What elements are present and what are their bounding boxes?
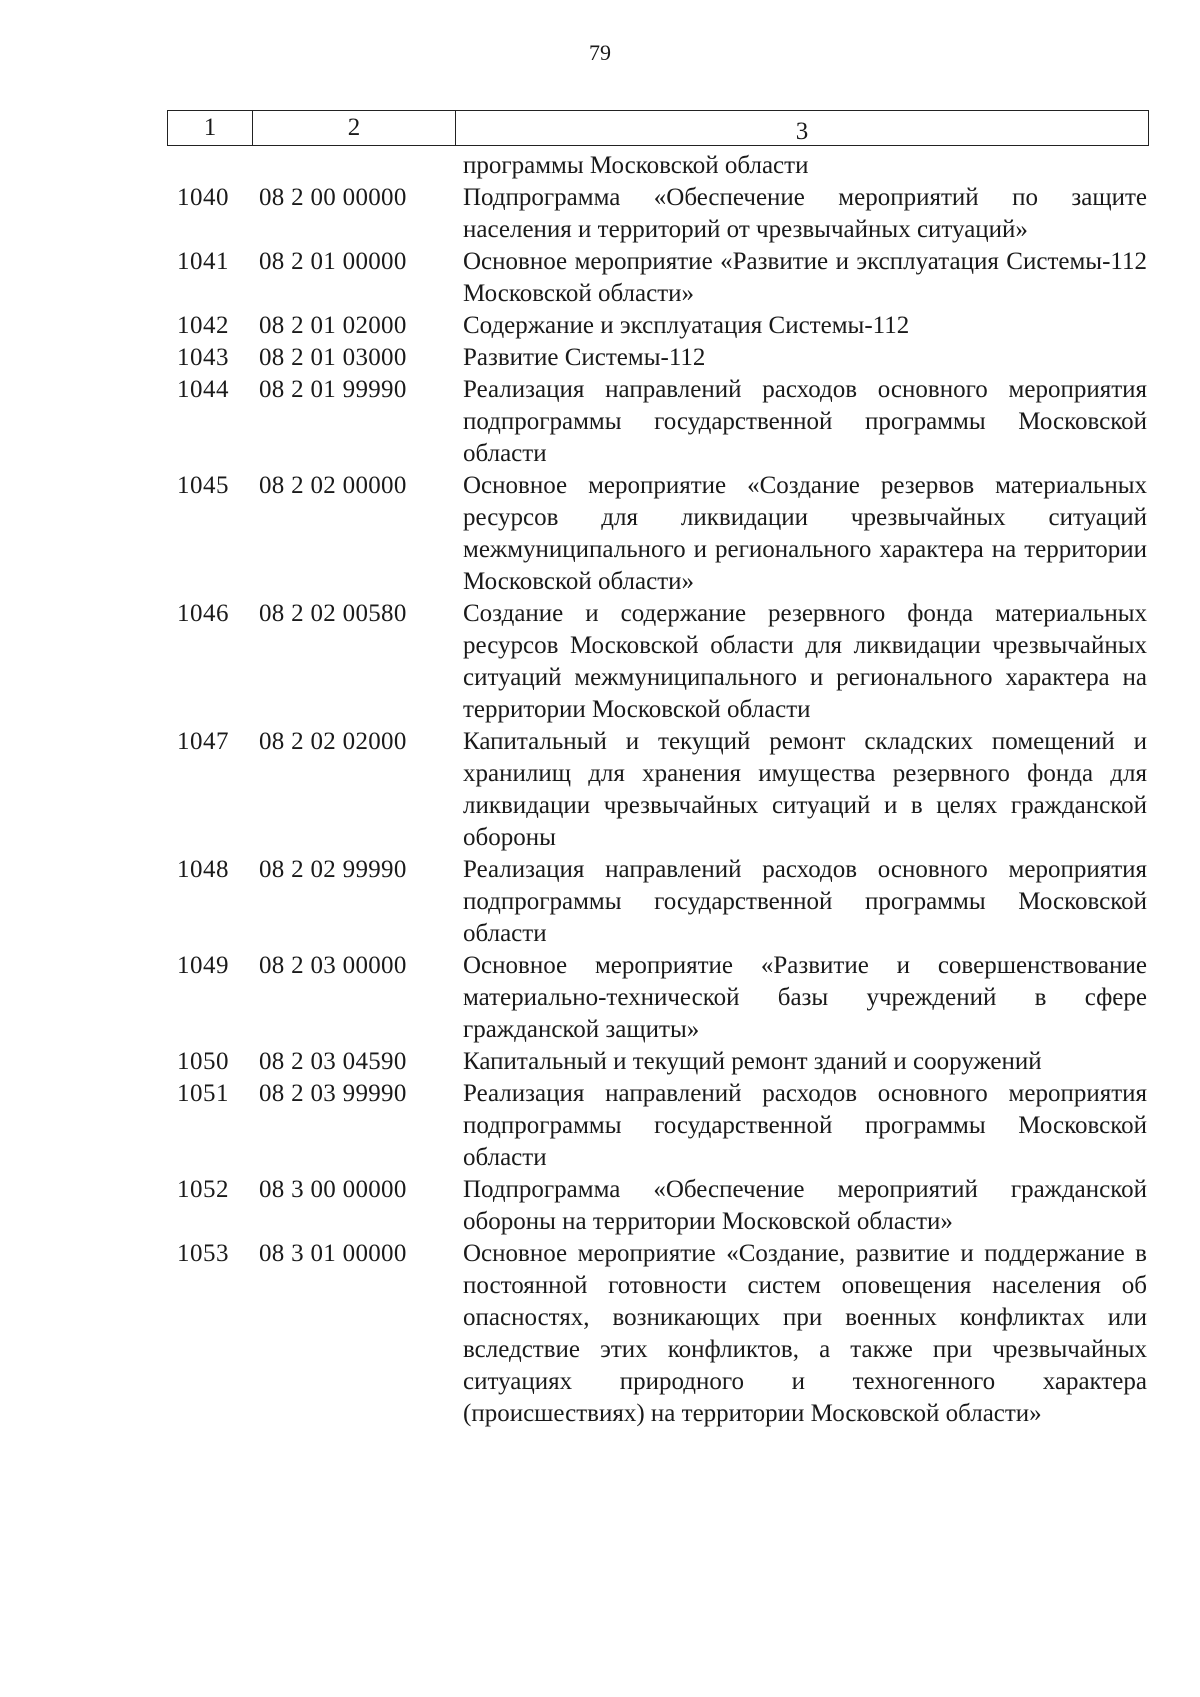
continuation-row: [167, 150, 1147, 182]
row-number: 1042: [177, 312, 229, 339]
row-number: 1045: [177, 472, 229, 499]
row-code: 08 3 00 00000: [259, 1176, 407, 1203]
table-row: [167, 726, 1147, 854]
row-number: 1053: [177, 1240, 229, 1267]
table-row: [167, 1174, 1147, 1238]
row-code: 08 2 02 00580: [259, 600, 407, 627]
header-col-3: 3: [795, 118, 809, 145]
row-number: 1043: [177, 344, 229, 371]
row-code: 08 2 02 99990: [259, 856, 407, 883]
table-row: [167, 854, 1147, 950]
header-col-2: 2: [253, 111, 456, 145]
row-description: Основное мероприятие «Развитие и совершенствование материально-технической базы учреждений в сфере гражданской защиты»: [463, 952, 1147, 1043]
row-description: Основное мероприятие «Создание резервов материальных ресурсов для ликвидации чрезвычайных ситуаций межмуниципального и регионального характера на территории Московской области»: [463, 472, 1147, 595]
row-number: 1047: [177, 728, 229, 755]
table-row: [167, 1078, 1147, 1174]
row-number: 1041: [177, 248, 229, 275]
row-description: Создание и содержание резервного фонда материальных ресурсов Московской области для ликвидации чрезвычайных ситуаций межмуниципального и регионального характера на территории Московской области: [463, 600, 1147, 723]
row-code: 08 2 01 00000: [259, 248, 407, 275]
row-code: 08 2 03 00000: [259, 952, 407, 979]
table-row: [167, 310, 1147, 342]
row-code: 08 2 03 99990: [259, 1080, 407, 1107]
table-row: [167, 246, 1147, 310]
row-description: Реализация направлений расходов основного мероприятия подпрограммы государственной программы Московской области: [463, 856, 1147, 947]
header-col-1: 1: [168, 111, 253, 145]
row-number: 1051: [177, 1080, 229, 1107]
continuation-text: программы Московской области: [463, 152, 809, 179]
row-description: Содержание и эксплуатация Системы-112: [463, 312, 910, 339]
row-number: 1040: [177, 184, 229, 211]
table-row: [167, 342, 1147, 374]
row-description: Капитальный и текущий ремонт зданий и сооружений: [463, 1048, 1042, 1075]
row-code: 08 2 03 04590: [259, 1048, 407, 1075]
row-number: 1048: [177, 856, 229, 883]
table-header: [167, 110, 1149, 146]
row-number: 1052: [177, 1176, 229, 1203]
table-body: [167, 150, 1147, 1430]
table-row: [167, 1238, 1147, 1430]
row-code: 08 2 01 02000: [259, 312, 407, 339]
row-number: 1046: [177, 600, 229, 627]
row-description: Развитие Системы-112: [463, 344, 706, 371]
row-description: Основное мероприятие «Создание, развитие и поддержание в постоянной готовности систем оповещения населения об опасностях, возникающих при военных конфликтах или вследствие этих конфликтов, а также при чрезвычайных ситуациях природного и техногенного характера (происшествиях) на территории Московской области»: [463, 1240, 1147, 1427]
row-description: Подпрограмма «Обеспечение мероприятий гражданской обороны на территории Московской области»: [463, 1176, 1147, 1235]
row-code: 08 2 01 99990: [259, 376, 407, 403]
row-code: 08 2 01 03000: [259, 344, 407, 371]
row-code: 08 2 00 00000: [259, 184, 407, 211]
table-row: [167, 374, 1147, 470]
row-number: 1050: [177, 1048, 229, 1075]
row-code: 08 2 02 00000: [259, 472, 407, 499]
row-number: 1044: [177, 376, 229, 403]
table-row: [167, 182, 1147, 246]
row-code: 08 3 01 00000: [259, 1240, 407, 1267]
row-description: Реализация направлений расходов основного мероприятия подпрограммы государственной программы Московской области: [463, 1080, 1147, 1171]
table-row: [167, 598, 1147, 726]
row-description: Капитальный и текущий ремонт складских помещений и хранилищ для хранения имущества резервного фонда для ликвидации чрезвычайных ситуаций и в целях гражданской обороны: [463, 728, 1147, 851]
page-number: 79: [589, 40, 611, 65]
row-description: Реализация направлений расходов основного мероприятия подпрограммы государственной программы Московской области: [463, 376, 1147, 467]
row-description: Подпрограмма «Обеспечение мероприятий по защите населения и территорий от чрезвычайных ситуаций»: [463, 184, 1147, 243]
row-number: 1049: [177, 952, 229, 979]
table-row: [167, 950, 1147, 1046]
row-description: Основное мероприятие «Развитие и эксплуатация Системы-112 Московской области»: [463, 248, 1147, 307]
row-code: 08 2 02 02000: [259, 728, 407, 755]
table-row: [167, 470, 1147, 598]
table-row: [167, 1046, 1147, 1078]
